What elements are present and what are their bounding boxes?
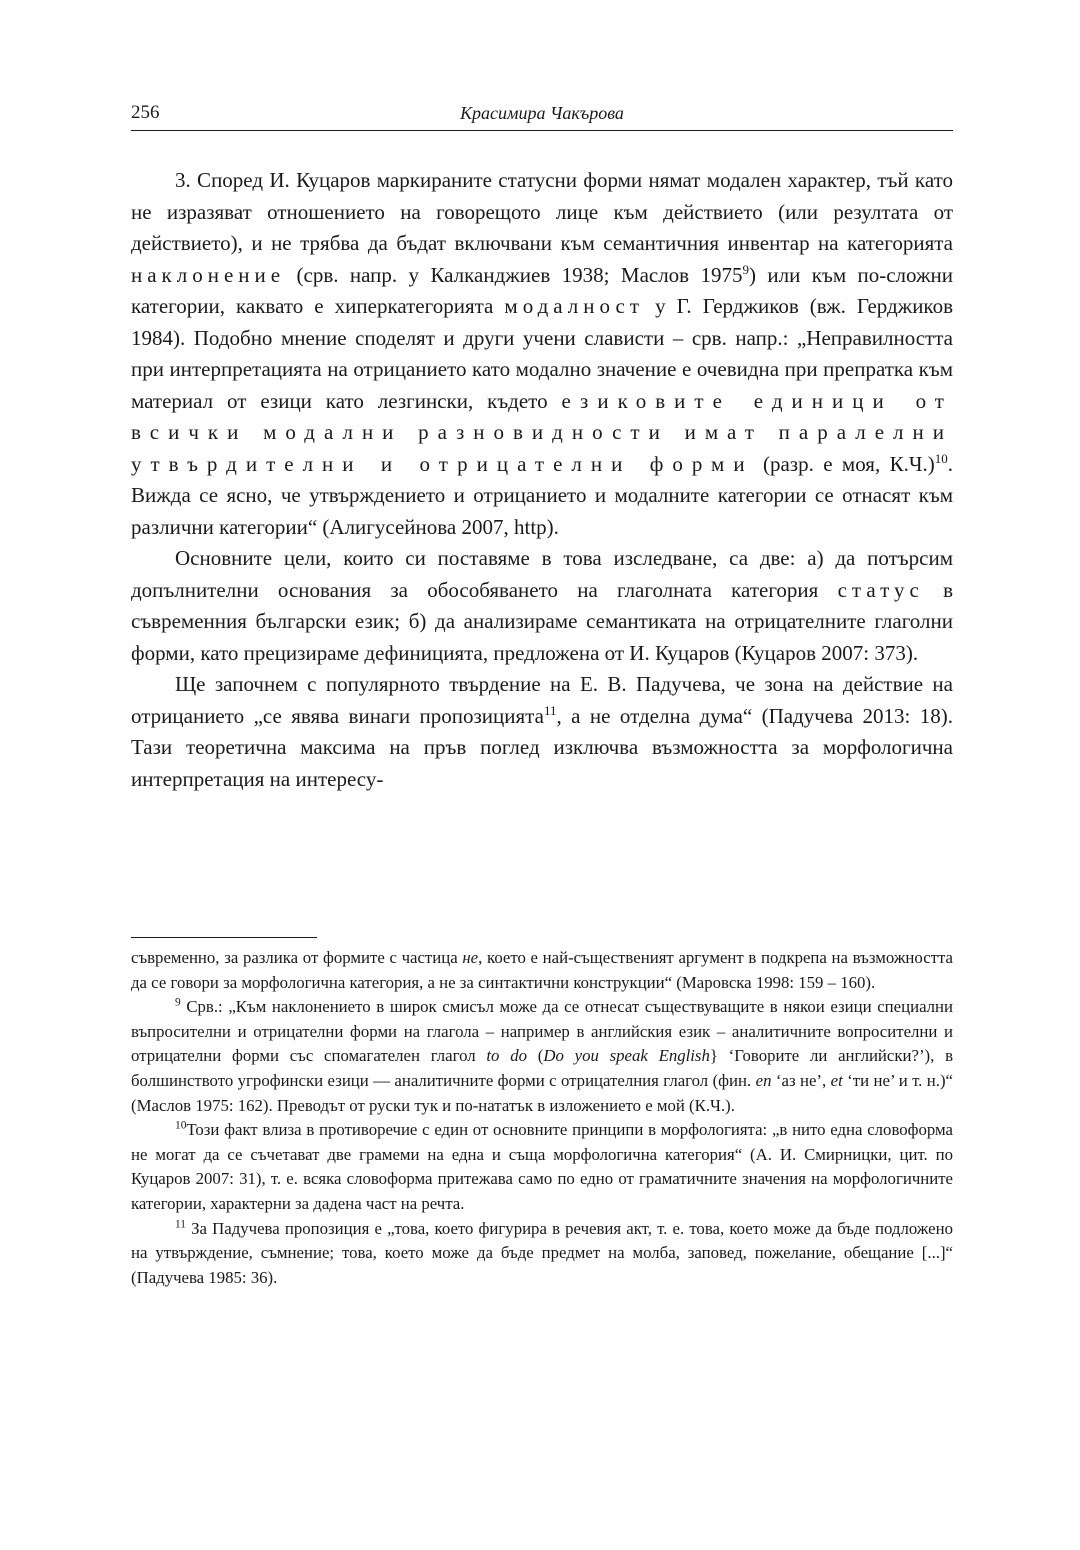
footnotes [131, 946, 953, 1290]
paragraph: Ще започнем с популярното твърдение на Е. В. Падучева, че зона на действие на отрицанието „се явява винаги пропозицията$^{11}$, а не отделна дума“ (Падучева 2013: 18). Тази теоретична максима на пръв поглед изключва възможността за морфологична интерпретация на интересу- [131, 672, 953, 791]
spaced-emphasis: езиковите единици от всички модални разновидности имат паралелни утвърдителни и отрицателни форми [131, 388, 953, 476]
page-number: 256 [131, 102, 160, 123]
footnote-11: $^{11}$ За Падучева пропозиция е „това, което фигурира в речевия акт, т. е. това, което може да бъде подложено на утвърждение, съмнение; това, което може да бъде предмет на молба, заповед, пожелание, обещание [...]“ (Падучева 1985: 36). [131, 1217, 953, 1287]
footnote-10: $^{10}$Този факт влиза в противоречие с един от основните принципи в морфологията: „в нито една словоформа не могат да се съчетават две грамеми на една и съща морфологична категория“ (А. И. Смирницки, цит. по Куцаров 2007: 31), т. е. всяка словоформа притежава само по едно от граматичните значения на морфологичните категории, характерни за дадена част на речта. [131, 1119, 953, 1213]
footnote-mark: 9 [175, 996, 181, 1009]
spaced-term: статус [837, 577, 924, 602]
footnote-separator [131, 937, 317, 938]
footnote-9: $^9$ Срв.: „Към наклонението в широк смисъл може да се отнесат съществуващите в някои езици специални въпросителни и отрицателни форми на глагола – например в английския език – аналитичните вопросителни и отрицателни форми със спомагателен глагол to do (Do you speak English} ‘Говорите ли английски?’), в болшинството угрофински езици — аналитичните форми с отрицателния глагол (фин. en ‘аз не’, et ‘ти не’ и т. н.)“ (Маслов 1975: 162). Преводът от руски тук и по-нататък в изложението е мой (К.Ч.). [131, 996, 954, 1115]
main-text [131, 165, 953, 795]
running-header [131, 100, 953, 131]
paragraph: 3. Според И. Куцаров маркираните статусни форми нямат модален характер, тъй като не изразяват отношението на говорещото лице към действието (или резултата от действието), и не трябва да бъдат включвани към семантичния инвентар на категорията наклонение (срв. напр. у Калканджиев 1938; Маслов 1975$^9$) или към по-сложни категории, каквато е хиперкатегорията модалност у Г. Герджиков (вж. Герджиков 1984). Подобно мнение споделят и други учени слависти – срв. напр.: „Неправилността при интерпретацията на отрицанието като модално значение е очевидна при препратка към материал от езици като лезгински, където езиковите единици от всички модални разновидности имат паралелни утвърдителни и отрицателни форми (разр. е моя, К.Ч.)$^{10}$. Вижда се ясно, че утвърждението и отрицанието и модалните категории се отнасят към различни категории“ (Алигусейнова 2007, http). [131, 168, 953, 539]
spaced-term: модалност [504, 294, 645, 318]
paragraph: Основните цели, които си поставяме в това изследване, са две: а) да потърсим допълнителни основания за обособяването на глаголната категория статус в съвременния български език; б) да анализираме семантиката на отрицателните глаголни форми, като прецизираме дефиницията, предложена от И. Куцаров (Куцаров 2007: 373). [131, 546, 954, 665]
running-title: Красимира Чакърова [460, 103, 624, 123]
footnote-continuation: съвременно, за разлика от формите с частица не, което е най-съществeният аргумент в подкрепа на възможността да се говори за морфологична категория, а не за синтактични конструкции“ (Маровска 1998: 159 – 160). [131, 948, 953, 992]
footnote-mark: 10 [175, 1119, 187, 1132]
footnote-ref-9[interactable]: 9 [742, 261, 750, 277]
spaced-term: наклонение [131, 262, 286, 287]
footnote-mark: 11 [175, 1217, 186, 1230]
footnote-ref-10[interactable]: 10 [934, 450, 948, 466]
footnote-ref-11[interactable]: 11 [543, 702, 557, 718]
